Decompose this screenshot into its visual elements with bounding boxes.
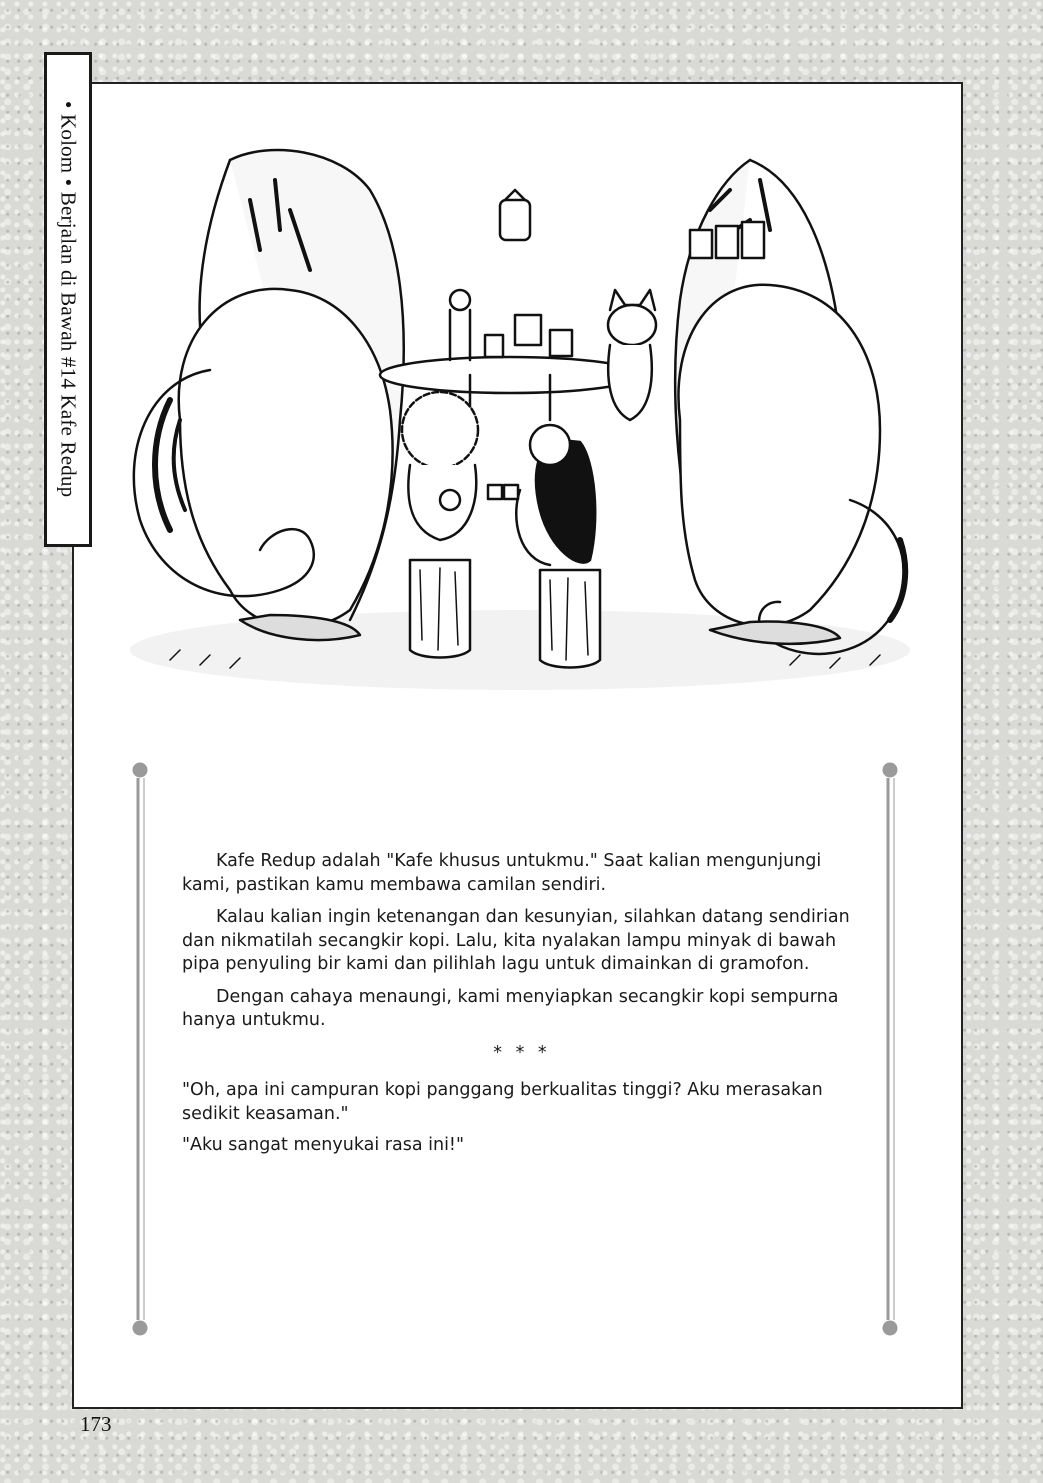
paragraph: Dengan cahaya menaungi, kami menyiapkan secangkir kopi sempurna hanya untukmu. (182, 986, 839, 1030)
dialogue-line: "Oh, apa ini campuran kopi panggang berkualitas tinggi? Aku merasakan sedikit keasaman." (182, 1080, 823, 1124)
paragraph: Kalau kalian ingin ketenangan dan kesunyian, silahkan datang sendirian dan nikmatilah secangkir kopi. Lalu, kita nyalakan lampu minyak di bawah pipa penyuling bir kami dan pilihlah lagu untuk dimainkan di gramofon. (182, 907, 850, 974)
column-title: • Kolom • Berjalan di Bawah #14 Kafe Redup (56, 101, 81, 498)
cafe-illustration (110, 120, 930, 710)
section-separator: * * * (493, 1042, 551, 1063)
column-title-tab (44, 52, 92, 547)
column-body (182, 850, 862, 1166)
dialogue-line: "Aku sangat menyukai rasa ini!" (182, 1135, 464, 1155)
paragraph: Kafe Redup adalah "Kafe khusus untukmu." Saat kalian mengunjungi kami, pastikan kamu membawa camilan sendiri. (182, 851, 822, 895)
page-number: 173 (80, 1412, 112, 1436)
